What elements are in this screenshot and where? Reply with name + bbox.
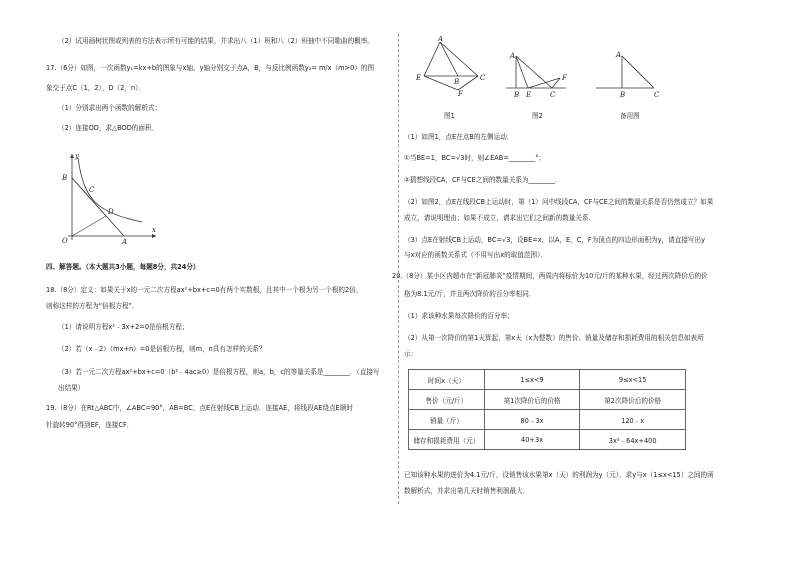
- fig2-caption: 图2: [532, 112, 543, 120]
- q19-stem-line1: 19.（8分）在Rt△ABC中，∠ABC=90°，AB=BC，点E在射线CB上运动．连接AE，将线段AE绕点E顺时: [46, 404, 353, 412]
- fig2-label-B: B: [514, 91, 520, 99]
- fig17-label-D: D: [108, 208, 114, 216]
- q18-part3-cont: 出结果）: [58, 384, 85, 392]
- q20-part2-line1: （2）从第一次降价的第1天算起，第x天（x为整数）的售价、销量及储存和损耗费用的相关信息如表所: [404, 334, 704, 342]
- q20-part2-line2: 示：: [404, 350, 418, 358]
- fig2-label-A: A: [510, 52, 516, 60]
- table-row: [409, 390, 686, 410]
- q19-part1a: ①当BE=1，BC=√3时，则∠EAB=________°；: [404, 154, 546, 162]
- q17-part1: （1）分别求出两个函数的解析式；: [58, 104, 162, 112]
- q16-part2: （2）试用画树状图或列表的方法表示所有可能的结果，并求出八（1）班和八（2）班抽中不同歌曲的概率。: [58, 37, 374, 45]
- fig1-caption: 图1: [444, 112, 455, 120]
- q19-part3-line2: 与x对应的函数关系式（不用写出x的取值范围）．: [404, 251, 547, 259]
- q17-stem-line2: 象交于点C（1，2），D（2，n）．: [46, 84, 145, 92]
- q19-part1b: ②猜想线段CA，CF与CE之间的数量关系为________．: [404, 176, 562, 184]
- q20-stem-line1: 20.（8分）某小区内超市在“新冠肺炎”疫情期间，两周内将标价为10元/斤的某种水果，经过两次降价后的价: [392, 272, 708, 280]
- q19-stem-line2: 针旋转90°得到EF，连接CF．: [46, 421, 134, 429]
- q18-stem-line1: 18.（8分）定义：如果关于x的一元二次方程ax²+bx+c=0有两个实数根，且其中一个根为另一个根的2倍，: [46, 286, 363, 294]
- table-cell: 第1次降价后的价格: [484, 390, 580, 410]
- column-divider: [398, 34, 399, 504]
- table-cell: 销量（斤）: [409, 410, 485, 430]
- fig2-label-C: C: [550, 91, 556, 99]
- fig1-label-C: C: [480, 74, 486, 82]
- fig17-label-O: O: [62, 237, 68, 245]
- table-row: [409, 430, 686, 450]
- fig17-label-y: y: [75, 152, 79, 160]
- q18-part1: （1）请说明方程x²﹣3x+2=0是倍根方程；: [58, 323, 189, 331]
- section-heading: 四、解答题。（本大题共3小题，每题8分，共24分）: [46, 263, 200, 271]
- q19-part2-line2: 成立，请说明理由；如果不成立，请求出它们之间新的数量关系．: [404, 214, 596, 222]
- q18-stem-line2: 则称这样的方程为“倍根方程”．: [46, 302, 139, 310]
- q17-stem-line1: 17.（6分）如图，一次函数y₁=kx+b的图象与x轴、y轴分别交于点A，B，与反比例函数y₂= m/x（m>0）的图: [46, 64, 375, 72]
- fig3-label-A: A: [616, 51, 622, 59]
- table-row: [409, 370, 686, 390]
- q17-figure: [56, 150, 166, 245]
- fig1-label-E: E: [416, 74, 422, 82]
- fig17-label-B: B: [62, 174, 68, 182]
- fig1-label-B: B: [454, 78, 460, 86]
- fig17-label-C: C: [89, 186, 95, 194]
- table-row: [409, 410, 686, 430]
- fig2-label-E: E: [526, 91, 532, 99]
- q20-footer-line2: 数解析式，并求出第几天时销售利润最大．: [404, 487, 530, 495]
- q19-part1: （1）如图1，点E在点B的左侧运动．: [404, 133, 514, 141]
- table-cell: 3x²﹣64x+400: [580, 430, 686, 450]
- q19-part2-line1: （2）如图2，点E在线段CB上运动时，第（1）问中线段CA，CF与CE之间的数量关系是否仍然成立？如果: [404, 198, 714, 206]
- spare-figure-caption: 备用图: [620, 112, 640, 120]
- q20-footer-line1: 已知该种水果的进价为4.1元/斤，设销售该水果第x（天）的利润为y（元），求y与x（1≤x<15）之间的函: [404, 471, 714, 479]
- fig3-label-B: B: [620, 91, 626, 99]
- table-cell: 时间x（天）: [409, 370, 485, 390]
- fig17-label-A: A: [122, 238, 128, 245]
- q19-part3-line1: （3）点E在射线CB上运动，BC=√3，设BE=x，以A，E，C，F为顶点的四边形面积为y，请直接写出y: [404, 236, 706, 244]
- table-cell: 120﹣x: [580, 410, 686, 430]
- q19-figure-2: [502, 50, 582, 100]
- q18-part2: （2）若（x﹣2）（mx+n）=0是倍根方程，则m，n具有怎样的关系？: [58, 345, 266, 353]
- table-cell: 售价（元/斤）: [409, 390, 485, 410]
- table-cell: 储存和损耗费用（元）: [409, 430, 485, 450]
- fig2-label-F: F: [562, 74, 567, 82]
- fig1-label-F: F: [458, 90, 463, 96]
- q19-spare-figure: [590, 50, 670, 100]
- table-cell: 40+3x: [484, 430, 580, 450]
- fig3-label-C: C: [654, 91, 660, 99]
- q18-part3: （3）若一元二次方程ax²+bx+c=0（b²﹣4ac≥0）是倍根方程，则a，b，c的等量关系是________．（直接写: [58, 368, 380, 376]
- table-cell: 80﹣3x: [484, 410, 580, 430]
- fig17-label-x: x: [152, 226, 156, 234]
- q20-part1: （1）求该种水果每次降价的百分率；: [404, 312, 514, 320]
- q20-stem-line2: 格为8.1元/斤，并且两次降价的百分率相同．: [404, 290, 536, 298]
- q20-table: [408, 369, 686, 450]
- table-cell: 第2次降价后的价格: [580, 390, 686, 410]
- fig1-label-A: A: [438, 36, 444, 43]
- table-cell: 1≤x<9: [484, 370, 580, 390]
- q19-figure-1: [412, 36, 492, 96]
- q17-part2: （2）连接OD，求△BOD的面积．: [58, 124, 159, 132]
- table-cell: 9≤x<15: [580, 370, 686, 390]
